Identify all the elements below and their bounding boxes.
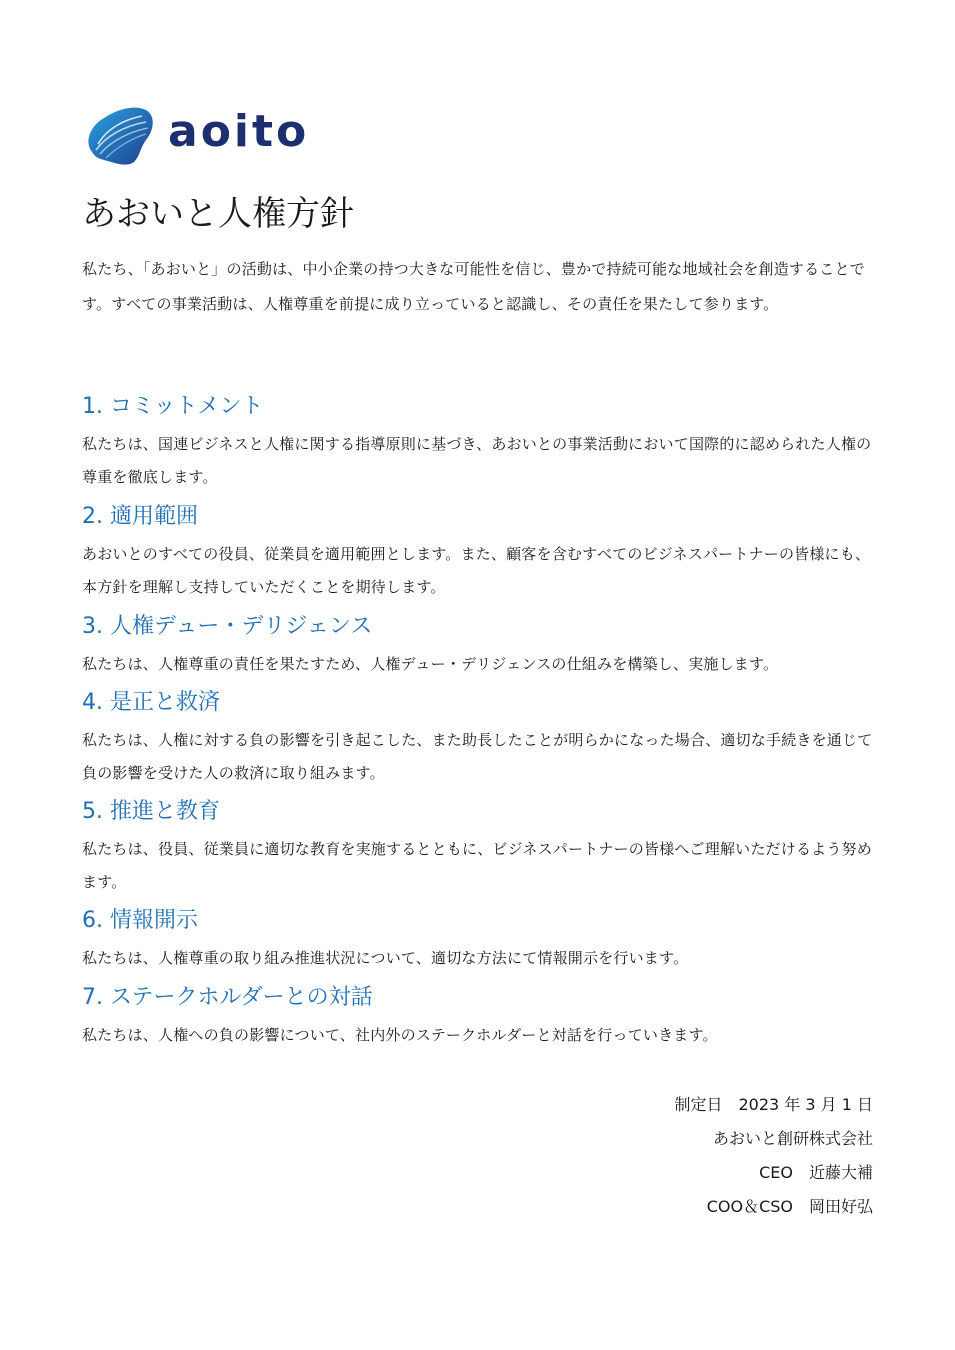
section-remedy [82, 686, 882, 790]
enactment-date: 制定日 2023 年 3 月 1 日 [674, 1095, 873, 1114]
section-disclosure [82, 904, 882, 975]
section-heading: 2. 適用範囲 [82, 504, 198, 529]
section-due-diligence [82, 610, 882, 681]
intro-paragraph: 私たち、「あおいと」の活動は、中小企業の持つ大きな可能性を信じ、豊かで持続可能な地域社会を創造することです。すべての事業活動は、人権尊重を前提に成り立っていると認識し、その責任を果たして参ります。 [82, 260, 865, 313]
company-name: あおいと創研株式会社 [712, 1129, 873, 1148]
section-heading: 3. 人権デュー・デリジェンス [82, 614, 373, 639]
section-heading: 6. 情報開示 [82, 908, 198, 933]
ceo-signature: CEO 近藤大補 [759, 1163, 873, 1182]
section-education [82, 795, 882, 899]
logo-text: aoito [168, 106, 310, 157]
section-body: 私たちは、人権に対する負の影響を引き起こした、また助長したことが明らかになった場合、適切な手続きを通じて負の影響を受けた人の救済に取り組みます。 [82, 731, 873, 782]
section-body: 私たちは、国連ビジネスと人権に関する指導原則に基づき、あおいとの事業活動において国際的に認められた人権の尊重を徹底します。 [82, 435, 872, 486]
section-heading: 5. 推進と教育 [82, 799, 220, 824]
signature-block [674, 1088, 873, 1224]
section-heading: 4. 是正と救済 [82, 690, 220, 715]
section-body: 私たちは、人権への負の影響について、社内外のステークホルダーと対話を行っていきます。 [82, 1026, 718, 1044]
section-heading: 7. ステークホルダーとの対話 [82, 985, 373, 1010]
section-dialogue [82, 981, 882, 1052]
section-body: 私たちは、人権尊重の取り組み推進状況について、適切な方法にて情報開示を行います。 [82, 949, 689, 967]
page-title: あおいと人権方針 [82, 194, 354, 234]
section-body: 私たちは、人権尊重の責任を果たすため、人権デュー・デリジェンスの仕組みを構築し、実施します。 [82, 655, 779, 673]
section-heading: 1. コミットメント [82, 394, 264, 419]
section-body: あおいとのすべての役員、従業員を適用範囲とします。また、顧客を含むすべてのビジネスパートナーの皆様にも、本方針を理解し支持していただくことを期待します。 [82, 545, 871, 596]
section-scope [82, 500, 882, 604]
section-commitment [82, 390, 882, 494]
company-logo [82, 100, 322, 170]
aoito-swirl-logo-icon [82, 100, 160, 168]
coo-signature: COO＆CSO 岡田好弘 [706, 1197, 873, 1216]
section-body: 私たちは、役員、従業員に適切な教育を実施するとともに、ビジネスパートナーの皆様へご理解いただけるよう努めます。 [82, 840, 872, 891]
